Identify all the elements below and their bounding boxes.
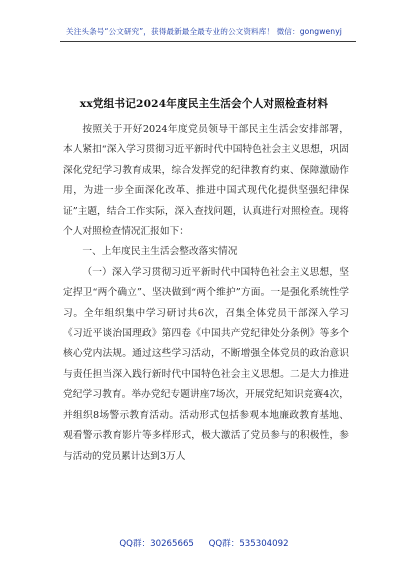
footer-qq-group-1: QQ群：30265665: [119, 539, 194, 549]
footer-contacts: [0, 537, 408, 549]
header-divider: [60, 41, 356, 42]
footer-qq-group-2: QQ群：535304092: [208, 539, 289, 549]
document-title: xx党组书记2024年度民主生活会个人对照检查材料: [79, 98, 329, 110]
section-heading: 一、上年度民主生活会整改落实情况: [82, 246, 238, 258]
intro-paragraph: 按照关于开好2024年度党员领导干部民主生活会安排部署，本人紧扣“深入学习贯彻习近平新时代中国特色社会主义思想，巩固深化党纪学习教育成果，综合发挥党的纪律教育约束、保障激励作用，为进一步全面深化改革、推进中国式现代化提供坚强纪律保证”主题，结合工作实际，深入查找问题，认真进行对照检查。现将个人对照检查情况汇报如下：: [63, 124, 349, 238]
header-banner: 关注头条号“公文研究”，获得最新最全最专业的公文资料库！ 微信：gongwenyj: [66, 27, 342, 36]
body-paragraph: （一）深入学习贯彻习近平新时代中国特色社会主义思想，坚定捍卫“两个确立”、坚决做到“两个维护”方面。一是强化系统性学习。全年组织集中学习研讨共6次，召集全体党员干部深入学习《习近平谈治国理政》第四卷《中国共产党纪律处分条例》等多个核心党内法规。通过这些学习活动，不断增强全体党员的政治意识与责任担当深入践行新时代中国特色社会主义思想。二是大力推进党纪学习教育。举办党纪专题讲座7场次，开展党纪知识竞赛4次，并组织8场警示教育活动。活动形式包括参观本地廉政教育基地、观看警示教育影片等多样形式，极大激活了党员参与的积极性，参与活动的党员累计达到3万人: [63, 266, 349, 462]
document-body: [63, 120, 349, 467]
